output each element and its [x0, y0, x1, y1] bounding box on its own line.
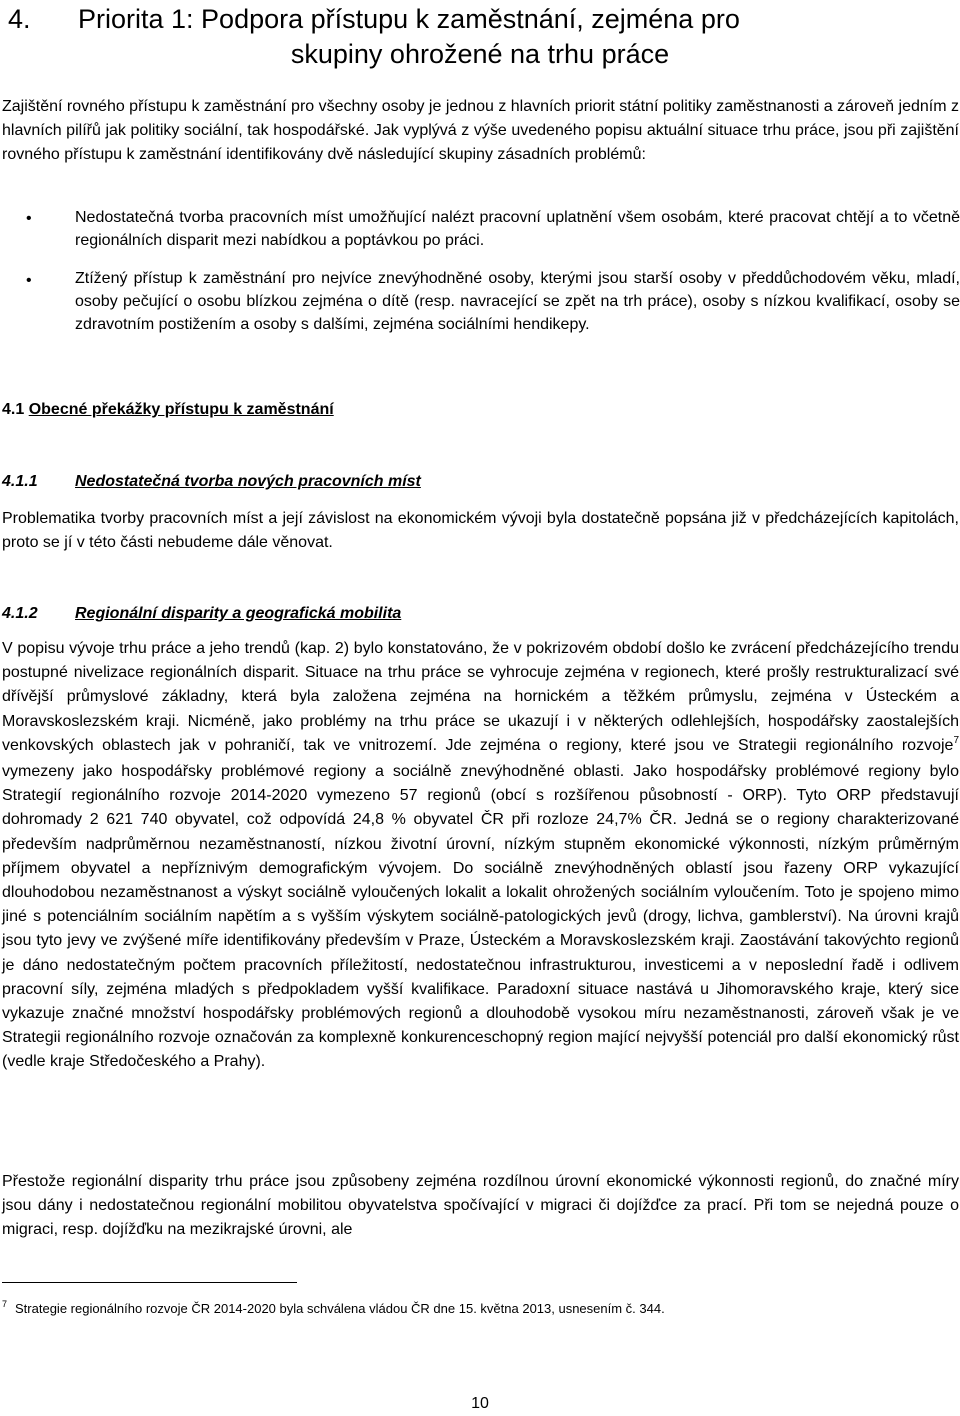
- section-title: Nedostatečná tvorba nových pracovních míst: [75, 473, 421, 490]
- bullet-item-2: Ztížený přístup k zaměstnání pro nejvíce znevýhodněné osoby, kterými jsou starší osoby v předdůchodovém věku, mladí, osoby pečující o osobu blízkou zejména o dítě (resp. navracející se zpět na trh práce), osoby s nízkou kvalifikací, osoby se zdravotním postižením a osoby s dalšími, zejména sociálními hendikepy.: [75, 270, 960, 334]
- chapter-number: 4.: [8, 4, 31, 34]
- page-number: 10: [471, 1395, 489, 1412]
- intro-paragraph: Zajištění rovného přístupu k zaměstnání pro všechny osoby je jednou z hlavních priorit státní politiky zaměstnanosti a zároveň jedním z hlavních pilířů jak politiky sociální, tak hospodářské. Jak vyplývá z výše uvedeného popisu aktuální situace trhu práce, jsou při zajištění rovného přístupu k zaměstnání identifikovány dvě následující skupiny zásadních problémů:: [2, 98, 959, 164]
- paragraph-4-1-2-b: Přestože regionální disparity trhu práce jsou způsobeny zejména rozdílnou úrovní ekonomické výkonnosti regionů, do značné míry jsou dány i nedostatečnou regionální mobilitou obyvatelstva spočívající v migraci či dojížďce za prací. Při tom se nejedná pouze o migraci, resp. dojížďku na mezikrajské úrovni, ale: [2, 1173, 959, 1239]
- bullet-dot-icon: •: [26, 272, 32, 289]
- paragraph-text-part-2: vymezeny jako hospodářsky problémové regiony a sociálně znevýhodněné oblasti. Jako hospodářsky problémové regiony bylo Strategií regionálního rozvoje 2014-2020 vymezeno 57 regionů (obcí s rozšířenou působností - ORP). Tyto ORP představují dohromady 2 621 740 obyvatel, což odpovídá 24,8 % obyvatel ČR při rozloze 24,7% ČR. Jedná se o regiony charakterizované především nadprůměrnou nezaměstnaností, nízkou životní úrovní, nízkým stupněm ekonomické výkonnosti, nízkým průměrným příjmem obyvatel a nepříznivým demografickým vývojem. Do sociálně znevýhodněných oblastí jsou řazeny ORP vykazující dlouhodobou nezaměstnanost a výskyt sociálně vyloučených lokalit a lokalit ohrožených sociálním vyloučením. Toto je spojeno mimo jiné s potenciálním sociálním napětím a s vyšším výskytem sociálně-patologických jevů (drogy, lichva, gamblerství). Na úrovni krajů jsou tyto jevy ve zvýšené míře identifikovány především v Praze, Ústeckém a Moravskoslezském kraji. Zaostávání takovýchto regionů je dáno nedostatečným počtem pracovních příležitostí, nedostatečnou infrastrukturou, investicemi a v neposlední řadě i odlivem pracovní síly, zejména mladých s předpokladem vyšší kvalifikace. Paradoxní situace nastává u Jihomoravského kraje, který sice vykazuje značné množství hospodářsky problémových regionů a dlouhodobě vysokou míru nezaměstnanosti, zároveň však je ve Strategii regionálního rozvoje označován za komplexně konkurenceschopný region mající nejvyšší potenciál pro další ekonomický růst (vedle kraje Středočeského a Prahy).: [2, 763, 959, 1071]
- footnote-separator: [2, 1282, 297, 1283]
- section-number: 4.1.1: [2, 473, 38, 490]
- footnote-text: Strategie regionálního rozvoje ČR 2014-2020 byla schválena vládou ČR dne 15. května 2013, usnesením č. 344.: [15, 1301, 665, 1316]
- footnote-reference: 7: [953, 734, 959, 746]
- chapter-title-line-2: skupiny ohrožené na trhu práce: [290, 39, 670, 69]
- section-title: Obecné překážky přístupu k zaměstnání: [28, 401, 334, 418]
- section-number: 4.1: [2, 401, 25, 418]
- paragraph-4-1-1: Problematika tvorby pracovních míst a její závislost na ekonomickém vývoji byla dostatečně popsána již v předcházejících kapitolách, proto se jí v této části nebudeme dále věnovat.: [2, 510, 959, 552]
- paragraph-4-1-2-a: [2, 637, 959, 1075]
- bullet-dot-icon: •: [26, 210, 32, 227]
- bullet-item-1: Nedostatečná tvorba pracovních míst umožňující nalézt pracovní uplatnění všem osobám, které pracovat chtějí a to včetně regionálních disparit mezi nabídkou a poptávkou po práci.: [75, 209, 960, 250]
- section-title: Regionální disparity a geografická mobilita: [75, 605, 402, 622]
- section-heading-4-1: [2, 400, 334, 420]
- footnote-number: 7: [2, 1299, 8, 1309]
- paragraph-text-part-1: V popisu vývoje trhu práce a jeho trendů (kap. 2) bylo konstatováno, že v pokrizovém období došlo ke zvrácení předcházejícího trendu postupné nivelizace regionálních disparit. Situace na trhu práce se vyhrocuje zejména v regionech, které prošly restrukturalizací své dřívější průmyslové základny, která byla založena zejména na hornickém a těžkém průmyslu, zejména v Ústeckém a Moravskoslezském kraji. Nicméně, jako problémy na trhu práce se ukazují i v některých odlehlejších, hospodářsky zaostalejších venkovských oblastech jak v pohraničí, tak ve vnitrozemí. Jde zejména o regiony, které jsou ve Strategii regionálního rozvoje: [2, 640, 959, 754]
- footnote: [2, 1300, 665, 1319]
- section-number: 4.1.2: [2, 605, 38, 622]
- chapter-title-line-1: Priorita 1: Podpora přístupu k zaměstnání, zejména pro: [78, 4, 740, 34]
